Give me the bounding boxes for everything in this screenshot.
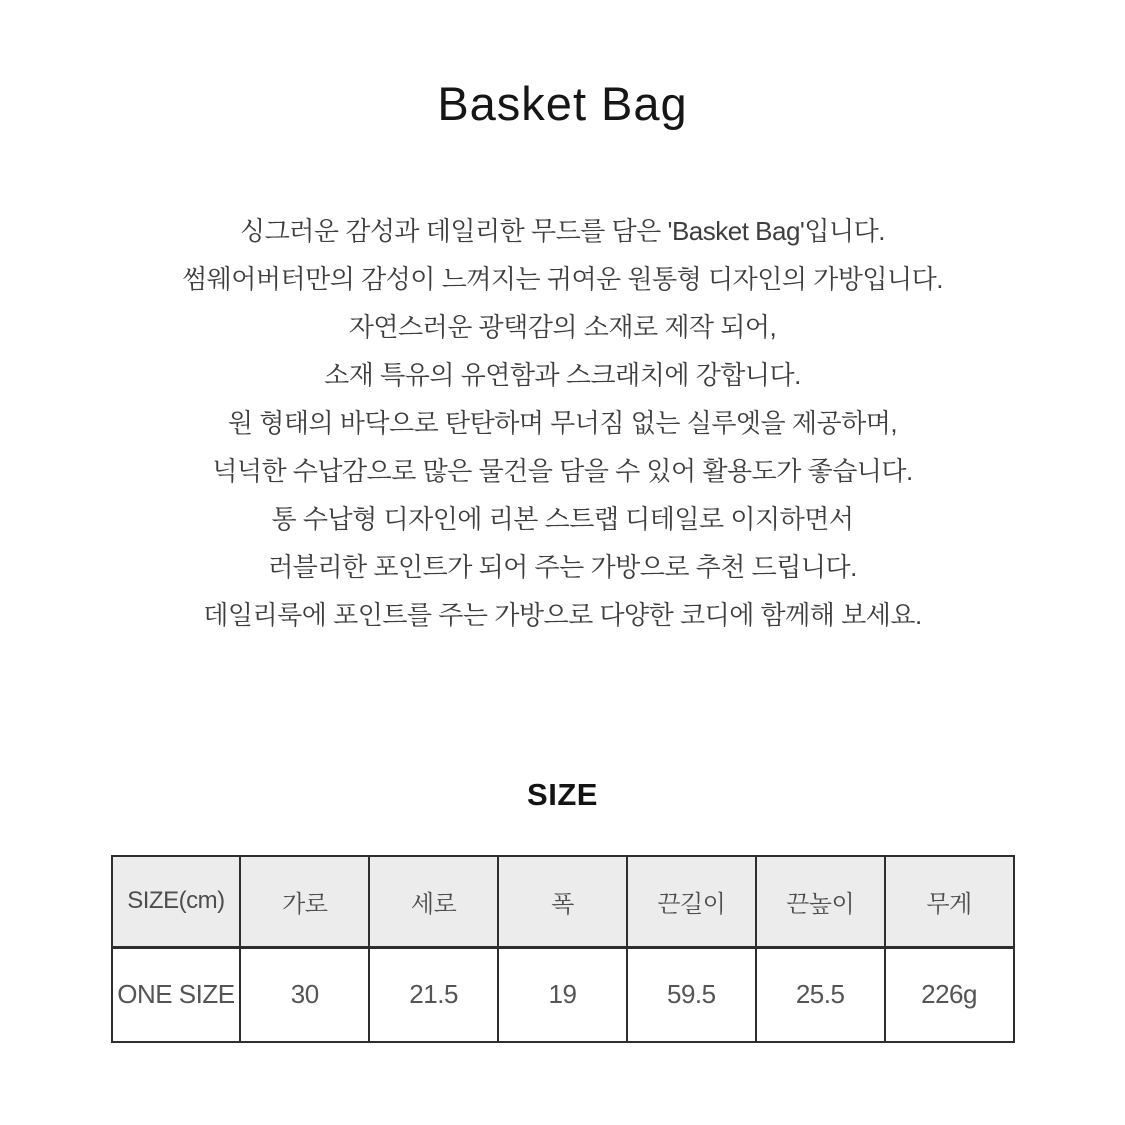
size-table-header-cell: 가로 — [240, 856, 369, 947]
description-line: 러블리한 포인트가 되어 주는 가방으로 추천 드립니다. — [268, 552, 857, 582]
description-line: 썸웨어버터만의 감성이 느껴지는 귀여운 원통형 디자인의 가방입니다. — [182, 264, 943, 294]
product-description — [0, 207, 1125, 639]
size-table-header-cell: 무게 — [885, 856, 1014, 947]
size-table-header-cell: 폭 — [498, 856, 627, 947]
size-table-cell: 30 — [240, 947, 369, 1042]
description-line: 원 형태의 바닥으로 탄탄하며 무너짐 없는 실루엣을 제공하며, — [227, 408, 898, 438]
size-table-cell: ONE SIZE — [112, 947, 241, 1042]
size-table-header-cell: 세로 — [369, 856, 498, 947]
product-title: Basket Bag — [437, 77, 688, 130]
size-table-header-cell: 끈길이 — [627, 856, 756, 947]
description-line: 싱그러운 감성과 데일리한 무드를 담은 'Basket Bag'입니다. — [240, 216, 885, 246]
size-table-cell: 226g — [885, 947, 1014, 1042]
description-line: 데일리룩에 포인트를 주는 가방으로 다양한 코디에 함께해 보세요. — [203, 600, 922, 630]
size-table-cell: 19 — [498, 947, 627, 1042]
size-table-header-cell: 끈높이 — [756, 856, 885, 947]
size-table-cell: 21.5 — [369, 947, 498, 1042]
size-table-cell: 25.5 — [756, 947, 885, 1042]
size-table-cell: 59.5 — [627, 947, 756, 1042]
description-line: 넉넉한 수납감으로 많은 물건을 담을 수 있어 활용도가 좋습니다. — [212, 456, 913, 486]
description-line: 자연스러운 광택감의 소재로 제작 되어, — [348, 312, 777, 342]
description-line: 통 수납형 디자인에 리본 스트랩 디테일로 이지하면서 — [271, 504, 854, 534]
size-table-data-row — [112, 947, 1014, 1042]
size-table-header-row — [112, 856, 1014, 947]
size-table — [111, 855, 1015, 1043]
size-heading: SIZE — [527, 777, 598, 812]
size-table-header-cell: SIZE(cm) — [112, 856, 241, 947]
description-line: 소재 특유의 유연함과 스크래치에 강합니다. — [324, 360, 801, 390]
